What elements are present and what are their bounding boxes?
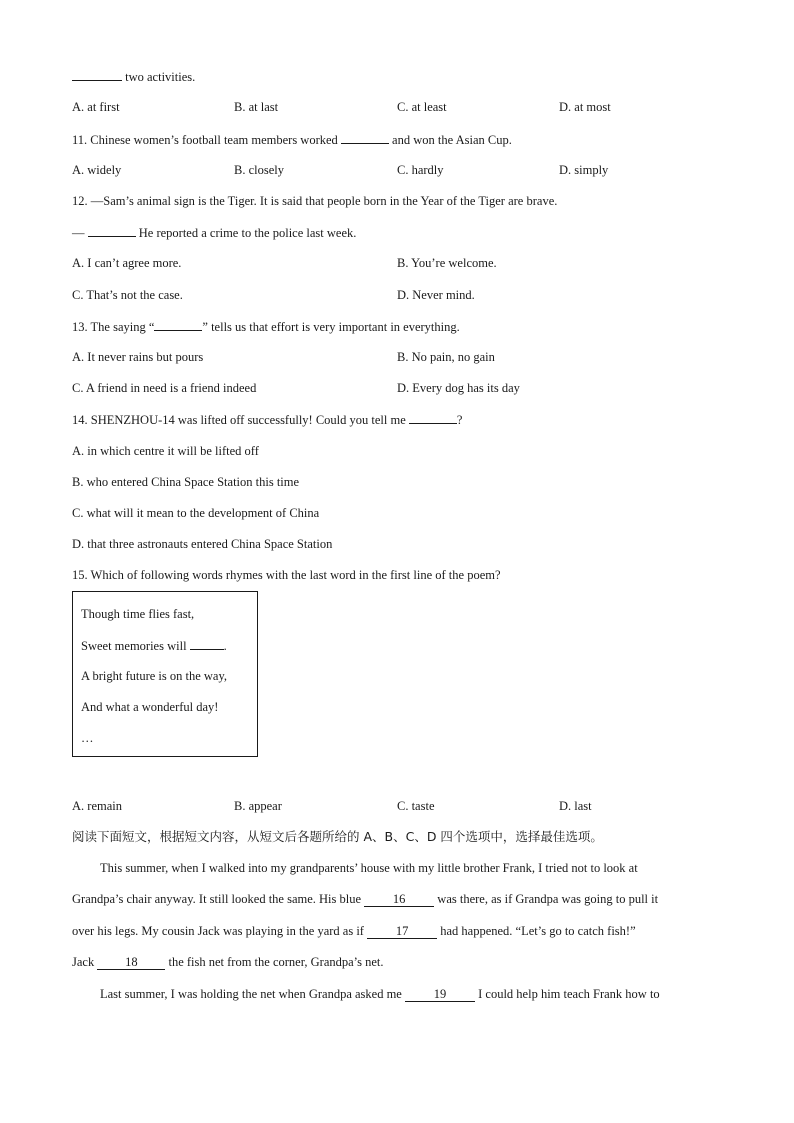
q15-option-b[interactable]: B. appear (234, 799, 282, 813)
poem-box (72, 591, 258, 757)
q10-stem: two activities. (72, 68, 195, 85)
answer-blank (88, 224, 136, 237)
q13-stem: 13. The saying “ ” tells us that effort is very important in everything. (72, 320, 460, 334)
q14-stem: 14. SHENZHOU-14 was lifted off successfully! Could you tell me ? (72, 413, 463, 427)
poem-line-4: And what a wonderful day! (81, 700, 219, 714)
q15-option-c[interactable]: C. taste (397, 799, 435, 813)
q12-option-a[interactable]: A. I can’t agree more. (72, 256, 182, 270)
blank-19[interactable]: 19 (405, 987, 475, 1002)
q15-option-a[interactable]: A. remain (72, 799, 122, 813)
q12-response: — He reported a crime to the police last week. (72, 226, 357, 240)
answer-blank (154, 318, 202, 331)
q14-option-c[interactable]: C. what will it mean to the development of China (72, 506, 320, 520)
q15-option-d[interactable]: D. last (559, 799, 592, 813)
poem-blank (190, 637, 224, 650)
answer-blank (409, 411, 457, 424)
q13-option-a[interactable]: A. It never rains but pours (72, 350, 204, 364)
q13-option-b[interactable]: B. No pain, no gain (397, 350, 495, 364)
q12-option-c[interactable]: C. That’s not the case. (72, 288, 183, 302)
q11-option-b[interactable]: B. closely (234, 163, 284, 177)
blank-16[interactable]: 16 (364, 892, 434, 907)
q10-option-d[interactable]: D. at most (559, 100, 611, 114)
poem-line-1: Though time flies fast, (81, 607, 195, 621)
q14-option-a[interactable]: A. in which centre it will be lifted off (72, 444, 259, 458)
q15-stem: 15. Which of following words rhymes with the last word in the first line of the poem? (72, 568, 501, 582)
cloze-p1-line1: This summer, when I walked into my grandparents’ house with my little brother Frank, I tried not to look at (100, 861, 638, 875)
answer-blank (341, 131, 389, 144)
q12-option-d[interactable]: D. Never mind. (397, 288, 475, 302)
q13-option-c[interactable]: C. A friend in need is a friend indeed (72, 381, 257, 395)
q10-option-b[interactable]: B. at last (234, 100, 279, 114)
cloze-instruction: 阅读下面短文，根据短文内容，从短文后各题所给的 A、B、C、D 四个选项中，选择最佳选项。 (72, 829, 603, 844)
cloze-p1-line4: Jack 18 the fish net from the corner, Grandpa’s net. (72, 955, 384, 969)
blank-17[interactable]: 17 (367, 924, 437, 939)
poem-line-5: … (81, 731, 94, 745)
q11-option-c[interactable]: C. hardly (397, 163, 444, 177)
cloze-p1-line2: Grandpa’s chair anyway. It still looked the same. His blue 16 was there, as if Grandpa was going to pull it (72, 892, 659, 906)
q10-option-c[interactable]: C. at least (397, 100, 447, 114)
q12-stem: 12. —Sam’s animal sign is the Tiger. It is said that people born in the Year of the Tiger are brave. (72, 194, 558, 208)
answer-blank (72, 68, 122, 81)
q14-option-b[interactable]: B. who entered China Space Station this time (72, 475, 300, 489)
q11-option-d[interactable]: D. simply (559, 163, 609, 177)
q10-option-a[interactable]: A. at first (72, 100, 120, 114)
poem-line-2: Sweet memories will . (81, 639, 227, 653)
poem-line-3: A bright future is on the way, (81, 669, 228, 683)
q13-option-d[interactable]: D. Every dog has its day (397, 381, 520, 395)
cloze-p2-line1: Last summer, I was holding the net when Grandpa asked me 19 I could help him teach Frank how to (100, 987, 660, 1001)
q11-option-a[interactable]: A. widely (72, 163, 122, 177)
blank-18[interactable]: 18 (97, 955, 165, 970)
q11-stem: 11. Chinese women’s football team members worked and won the Asian Cup. (72, 133, 512, 147)
cloze-p1-line3: over his legs. My cousin Jack was playing in the yard as if 17 had happened. “Let’s go to catch fish!” (72, 924, 636, 938)
q12-option-b[interactable]: B. You’re welcome. (397, 256, 497, 270)
q14-option-d[interactable]: D. that three astronauts entered China Space Station (72, 537, 333, 551)
